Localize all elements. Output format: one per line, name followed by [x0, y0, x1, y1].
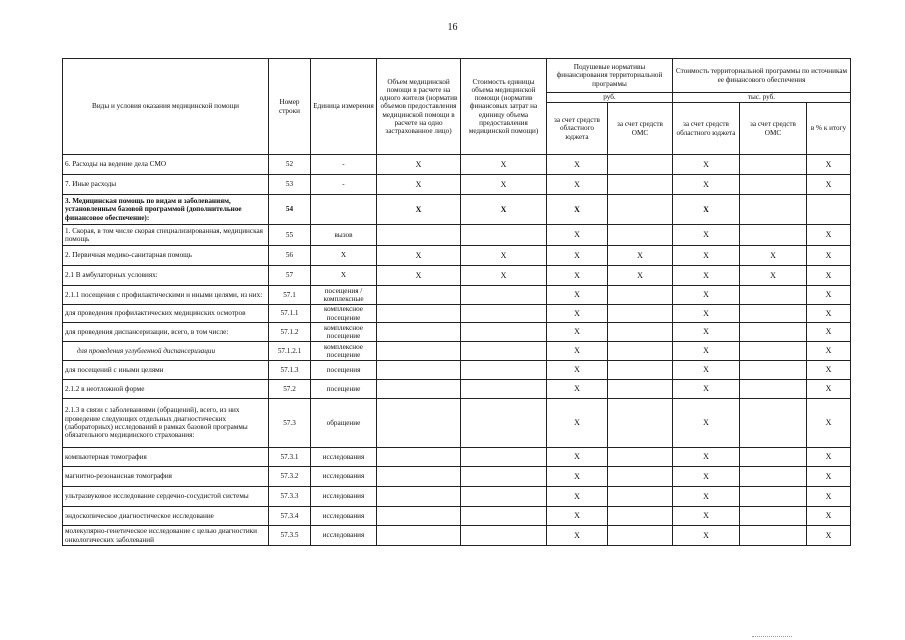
row-per-capita-budget: Х — [547, 323, 608, 342]
row-unit-cost: Х — [461, 195, 547, 225]
row-name: компьютерная томография — [63, 448, 269, 467]
table-row — [63, 225, 851, 246]
row-name: ультразвуковое исследование сердечно-сосудистой системы — [63, 487, 269, 507]
row-number: 57.3.3 — [269, 487, 311, 507]
row-number: 56 — [269, 246, 311, 266]
row-cost-percent: Х — [807, 487, 851, 507]
row-volume — [377, 380, 461, 399]
row-per-capita-oms — [608, 195, 673, 225]
row-cost-oms — [740, 155, 807, 175]
row-volume — [377, 305, 461, 323]
row-number: 57.3.1 — [269, 448, 311, 467]
row-cost-budget: Х — [673, 399, 740, 448]
row-cost-budget: Х — [673, 361, 740, 380]
row-cost-percent: Х — [807, 246, 851, 266]
row-per-capita-budget: Х — [547, 342, 608, 361]
row-unit: Х — [311, 246, 377, 266]
row-number: 57.3 — [269, 399, 311, 448]
row-per-capita-oms — [608, 286, 673, 305]
header-volume: Объем медицинской помощи в расчете на одного жителя (норматив объемов предоставления медицинской помощи в расчете на одно застрахованное лицо) — [377, 59, 461, 155]
row-unit-cost — [461, 448, 547, 467]
row-unit-cost — [461, 305, 547, 323]
row-unit-cost — [461, 380, 547, 399]
page-number: 16 — [447, 22, 458, 33]
row-name: для проведения профилактических медицинских осмотров — [63, 305, 269, 323]
header-cost-unit: тыс. руб. — [673, 93, 851, 103]
row-name: 2. Первичная медико-санитарная помощь — [63, 246, 269, 266]
row-unit-cost — [461, 286, 547, 305]
row-unit: посещения — [311, 361, 377, 380]
row-number: 57.2 — [269, 380, 311, 399]
table-row — [63, 467, 851, 487]
row-per-capita-budget: Х — [547, 286, 608, 305]
row-per-capita-budget: Х — [547, 380, 608, 399]
row-cost-budget: Х — [673, 487, 740, 507]
row-unit: исследования — [311, 448, 377, 467]
row-cost-oms — [740, 467, 807, 487]
row-number: 57.3.5 — [269, 526, 311, 546]
row-cost-oms — [740, 286, 807, 305]
row-name: 2.1.1 посещения с профилактическими и иными целями, из них: — [63, 286, 269, 305]
row-cost-percent: Х — [807, 342, 851, 361]
row-unit: Х — [311, 266, 377, 286]
row-cost-oms — [740, 195, 807, 225]
row-cost-budget: Х — [673, 266, 740, 286]
row-cost-percent — [807, 195, 851, 225]
row-name: 2.1.2 в неотложной форме — [63, 380, 269, 399]
row-unit-cost — [461, 361, 547, 380]
row-name: для проведения диспансеризации, всего, в том числе: — [63, 323, 269, 342]
header-per-capita: Подушевые нормативы финансирования территориальной программы — [547, 59, 673, 93]
row-cost-percent: Х — [807, 225, 851, 246]
table-row — [63, 361, 851, 380]
table-row — [63, 399, 851, 448]
header-regional-budget: за счет средств областного юджета — [547, 103, 608, 155]
row-cost-budget: Х — [673, 225, 740, 246]
row-per-capita-budget: Х — [547, 507, 608, 526]
row-number: 57.1.2 — [269, 323, 311, 342]
header-regional-budget-2: за счет средств областного юджета — [673, 103, 740, 155]
row-cost-budget: Х — [673, 175, 740, 195]
row-volume — [377, 361, 461, 380]
row-volume: Х — [377, 195, 461, 225]
table-row — [63, 487, 851, 507]
row-cost-budget: Х — [673, 155, 740, 175]
row-cost-oms — [740, 342, 807, 361]
row-cost-budget: Х — [673, 467, 740, 487]
row-per-capita-budget: Х — [547, 195, 608, 225]
row-cost-oms — [740, 380, 807, 399]
row-per-capita-oms — [608, 323, 673, 342]
row-per-capita-oms — [608, 507, 673, 526]
table-body — [63, 155, 851, 546]
row-unit-cost — [461, 507, 547, 526]
row-per-capita-oms — [608, 361, 673, 380]
row-per-capita-budget: Х — [547, 155, 608, 175]
row-unit: исследования — [311, 487, 377, 507]
row-per-capita-budget: Х — [547, 266, 608, 286]
row-cost-oms — [740, 175, 807, 195]
row-cost-percent: Х — [807, 286, 851, 305]
row-number: 57 — [269, 266, 311, 286]
row-cost-budget: Х — [673, 246, 740, 266]
row-per-capita-budget: Х — [547, 399, 608, 448]
row-number: 57.1.1 — [269, 305, 311, 323]
table-row — [63, 155, 851, 175]
row-name: 7. Иные расходы — [63, 175, 269, 195]
row-per-capita-budget: Х — [547, 361, 608, 380]
row-cost-oms — [740, 487, 807, 507]
row-per-capita-oms — [608, 155, 673, 175]
row-per-capita-oms — [608, 487, 673, 507]
row-volume — [377, 342, 461, 361]
row-per-capita-oms — [608, 448, 673, 467]
row-cost-percent: Х — [807, 361, 851, 380]
row-cost-oms — [740, 225, 807, 246]
row-name: 6. Расходы на ведение дела СМО — [63, 155, 269, 175]
row-unit-cost — [461, 487, 547, 507]
row-number: 57.1 — [269, 286, 311, 305]
row-unit-cost — [461, 225, 547, 246]
row-per-capita-budget: Х — [547, 225, 608, 246]
row-unit: - — [311, 155, 377, 175]
table-row — [63, 323, 851, 342]
row-number: 53 — [269, 175, 311, 195]
row-cost-oms — [740, 399, 807, 448]
row-name: 1. Скорая, в том числе скорая специализированная, медицинская помощь — [63, 225, 269, 246]
row-number: 52 — [269, 155, 311, 175]
header-oms-2: за счет средств ОМС — [740, 103, 807, 155]
row-unit-cost: Х — [461, 246, 547, 266]
row-cost-oms — [740, 361, 807, 380]
row-unit: вызов — [311, 225, 377, 246]
table-row — [63, 448, 851, 467]
row-cost-budget: Х — [673, 195, 740, 225]
row-unit — [311, 195, 377, 225]
row-name: для проведения углубленной диспансеризации — [63, 342, 269, 361]
row-unit-cost — [461, 467, 547, 487]
table-row — [63, 342, 851, 361]
row-name: 2.1.3 в связи с заболеваниями (обращений), всего, из них проведение следующих отдельных диагностических (лабораторных) исследований в рамках базовой программы обязательного медицинского страхования: — [63, 399, 269, 448]
row-unit: исследования — [311, 507, 377, 526]
row-name: 3. Медицинская помощь по видам и заболеваниям, установленным базовой программой (дополнительное финансовое обеспечение): — [63, 195, 269, 225]
row-unit: комплексное посещение — [311, 305, 377, 323]
row-unit-cost: Х — [461, 155, 547, 175]
row-unit: исследования — [311, 526, 377, 546]
table-row — [63, 195, 851, 225]
table-row — [63, 286, 851, 305]
row-volume — [377, 286, 461, 305]
row-cost-percent: Х — [807, 305, 851, 323]
row-number: 57.3.4 — [269, 507, 311, 526]
row-unit: - — [311, 175, 377, 195]
header-row-number: Номер строки — [269, 59, 311, 155]
row-volume: Х — [377, 266, 461, 286]
header-per-capita-unit: руб. — [547, 93, 673, 103]
row-unit: комплексное посещение — [311, 323, 377, 342]
row-cost-oms — [740, 305, 807, 323]
row-per-capita-oms: Х — [608, 246, 673, 266]
header-unit: Единица измерения — [311, 59, 377, 155]
row-per-capita-oms — [608, 175, 673, 195]
row-cost-budget: Х — [673, 526, 740, 546]
row-per-capita-budget: Х — [547, 467, 608, 487]
header-unit-cost: Стоимость единицы объема медицинской помощи (норматив финансовых затрат на единицу объема предоставления медицинской помощи) — [461, 59, 547, 155]
row-per-capita-oms — [608, 399, 673, 448]
row-per-capita-budget: Х — [547, 246, 608, 266]
row-per-capita-oms — [608, 467, 673, 487]
row-name: 2.1 В амбулаторных условиях: — [63, 266, 269, 286]
row-cost-percent: Х — [807, 155, 851, 175]
row-cost-budget: Х — [673, 286, 740, 305]
row-volume — [377, 225, 461, 246]
row-unit: обращение — [311, 399, 377, 448]
row-per-capita-oms: Х — [608, 266, 673, 286]
row-unit: посещения / комплексные — [311, 286, 377, 305]
table-row — [63, 175, 851, 195]
program-cost-table — [62, 58, 851, 546]
row-cost-percent: Х — [807, 526, 851, 546]
row-volume: Х — [377, 246, 461, 266]
row-name: эндоскопическое диагностическое исследование — [63, 507, 269, 526]
row-number: 54 — [269, 195, 311, 225]
row-cost-oms — [740, 323, 807, 342]
row-cost-percent: Х — [807, 175, 851, 195]
table-row — [63, 266, 851, 286]
row-cost-percent: Х — [807, 266, 851, 286]
row-volume — [377, 448, 461, 467]
row-cost-percent: Х — [807, 380, 851, 399]
row-cost-budget: Х — [673, 507, 740, 526]
row-per-capita-budget: Х — [547, 305, 608, 323]
row-cost-oms: Х — [740, 266, 807, 286]
table-row — [63, 246, 851, 266]
row-per-capita-oms — [608, 380, 673, 399]
row-name: молекулярно-генетическое исследование с целью диагностики онкологических заболеваний — [63, 526, 269, 546]
row-volume — [377, 323, 461, 342]
row-name: для посещений с иными целями — [63, 361, 269, 380]
row-cost-budget: Х — [673, 305, 740, 323]
row-cost-percent: Х — [807, 399, 851, 448]
row-volume — [377, 507, 461, 526]
row-cost-percent: Х — [807, 467, 851, 487]
header-cost-total: Стоимость территориальной программы по источникам ее финансового обеспечения — [673, 59, 851, 93]
row-unit-cost — [461, 323, 547, 342]
table-row — [63, 507, 851, 526]
row-cost-budget: Х — [673, 448, 740, 467]
header-oms: за счет средств ОМС — [608, 103, 673, 155]
row-volume — [377, 399, 461, 448]
row-number: 55 — [269, 225, 311, 246]
row-volume: Х — [377, 175, 461, 195]
row-cost-budget: Х — [673, 380, 740, 399]
row-unit: посещение — [311, 380, 377, 399]
row-volume — [377, 526, 461, 546]
row-number: 57.1.2.1 — [269, 342, 311, 361]
row-cost-oms — [740, 448, 807, 467]
row-name: магнитно-резонансная томография — [63, 467, 269, 487]
row-cost-budget: Х — [673, 323, 740, 342]
row-per-capita-budget: Х — [547, 448, 608, 467]
row-unit-cost: Х — [461, 175, 547, 195]
edge-mark — [752, 636, 792, 638]
table-row — [63, 526, 851, 546]
row-cost-oms: Х — [740, 246, 807, 266]
row-per-capita-budget: Х — [547, 526, 608, 546]
row-unit-cost: Х — [461, 266, 547, 286]
row-unit-cost — [461, 342, 547, 361]
row-per-capita-budget: Х — [547, 175, 608, 195]
header-types: Виды и условия оказания медицинской помощи — [63, 59, 269, 155]
row-per-capita-oms — [608, 342, 673, 361]
row-cost-oms — [740, 507, 807, 526]
row-per-capita-oms — [608, 526, 673, 546]
header-percent: в % к итогу — [807, 103, 851, 155]
table-row — [63, 380, 851, 399]
row-volume — [377, 487, 461, 507]
row-unit: комплексное посещение — [311, 342, 377, 361]
row-per-capita-budget: Х — [547, 487, 608, 507]
row-per-capita-oms — [608, 305, 673, 323]
row-number: 57.3.2 — [269, 467, 311, 487]
row-cost-percent: Х — [807, 448, 851, 467]
table-row — [63, 305, 851, 323]
row-cost-percent: Х — [807, 507, 851, 526]
row-cost-oms — [740, 526, 807, 546]
row-unit-cost — [461, 526, 547, 546]
row-per-capita-oms — [608, 225, 673, 246]
row-volume — [377, 467, 461, 487]
row-cost-budget: Х — [673, 342, 740, 361]
row-unit: исследования — [311, 467, 377, 487]
row-unit-cost — [461, 399, 547, 448]
row-cost-percent: Х — [807, 323, 851, 342]
row-volume: Х — [377, 155, 461, 175]
row-number: 57.1.3 — [269, 361, 311, 380]
